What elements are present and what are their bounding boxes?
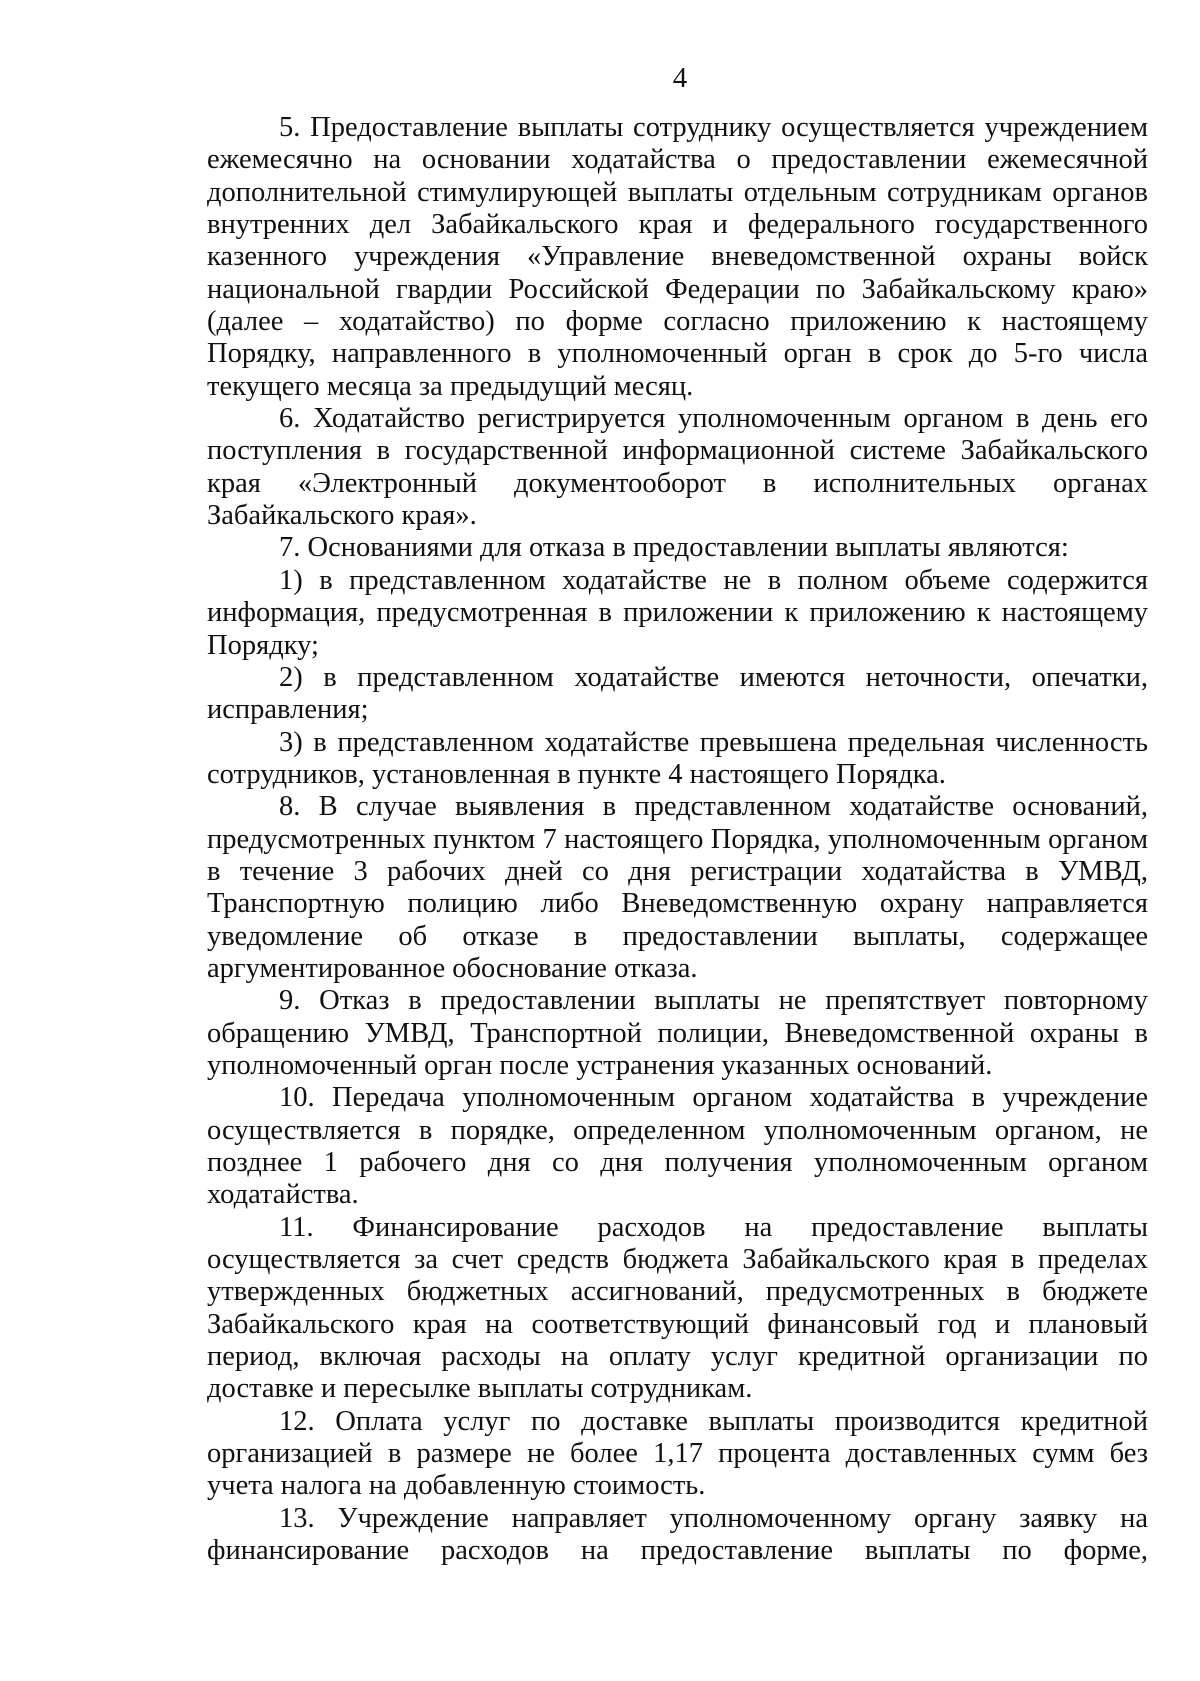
paragraph-13: 13. Учреждение направляет уполномоченному органу заявку на финансирование расходов на предоставление выплаты по форме,: [207, 1502, 1148, 1567]
paragraph-8: 8. В случае выявления в представленном ходатайстве оснований, предусмотренных пунктом 7 настоящего Порядка, уполномоченным органом в течение 3 рабочих дней со дня регистрации ходатайства в УМВД, Транспортную полицию либо Вневедомственную охрану направляется уведомление об отказе в предоставлении выплаты, содержащее аргументированное обоснование отказа.: [207, 791, 1148, 984]
paragraph-7-item-3: 3) в представленном ходатайстве превышена предельная численность сотрудников, установленная в пункте 4 настоящего Порядка.: [207, 726, 1148, 790]
paragraph-7-item-2: 2) в представленном ходатайстве имеются неточности, опечатки, исправления;: [207, 661, 1148, 726]
paragraph-10: 10. Передача уполномоченным органом ходатайства в учреждение осуществляется в порядке, определенном уполномоченным органом, не позднее 1 рабочего дня со дня получения уполномоченным органом ходатайства.: [207, 1082, 1148, 1211]
paragraph-9: 9. Отказ в предоставлении выплаты не препятствует повторному обращению УМВД, Транспортной полиции, Вневедомственной охраны в уполномоченный орган после устранения указанных оснований.: [207, 985, 1148, 1081]
paragraph-11: 11. Финансирование расходов на предоставление выплаты осуществляется за счет средств бюджета Забайкальского края в пределах утвержденных бюджетных ассигнований, предусмотренных в бюджете Забайкальского края на соответствующий финансовый год и плановый период, включая расходы на оплату услуг кредитной организации по доставке и пересылке выплаты сотрудникам.: [207, 1211, 1148, 1405]
paragraph-7: 7. Основаниями для отказа в предоставлении выплаты являются:: [279, 532, 1069, 564]
document-body: [207, 112, 1148, 1567]
paragraph-12: 12. Оплата услуг по доставке выплаты производится кредитной организацией в размере не более 1,17 процента доставленных сумм без учета налога на добавленную стоимость.: [207, 1405, 1148, 1502]
paragraph-6: 6. Ходатайство регистрируется уполномоченным органом в день его поступления в государственной информационной системе Забайкальского края «Электронный документооборот в исполнительных органах Забайкальского края».: [207, 403, 1148, 532]
paragraph-7-item-1: 1) в представленном ходатайстве не в полном объеме содержится информация, предусмотренная в приложении к приложению к настоящему Порядку;: [207, 564, 1148, 661]
page-number: 4: [672, 62, 688, 94]
paragraph-5: 5. Предоставление выплаты сотруднику осуществляется учреждением ежемесячно на основании ходатайства о предоставлении ежемесячной дополнительной стимулирующей выплаты отдельным сотрудникам органов внутренних дел Забайкальского края и федерального государственного казенного учреждения «Управление вневедомственной охраны войск национальной гвардии Российской Федерации по Забайкальскому краю» (далее – ходатайство) по форме согласно приложению к настоящему Порядку, направленного в уполномоченный орган в срок до 5-го числа текущего месяца за предыдущий месяц.: [207, 112, 1148, 402]
